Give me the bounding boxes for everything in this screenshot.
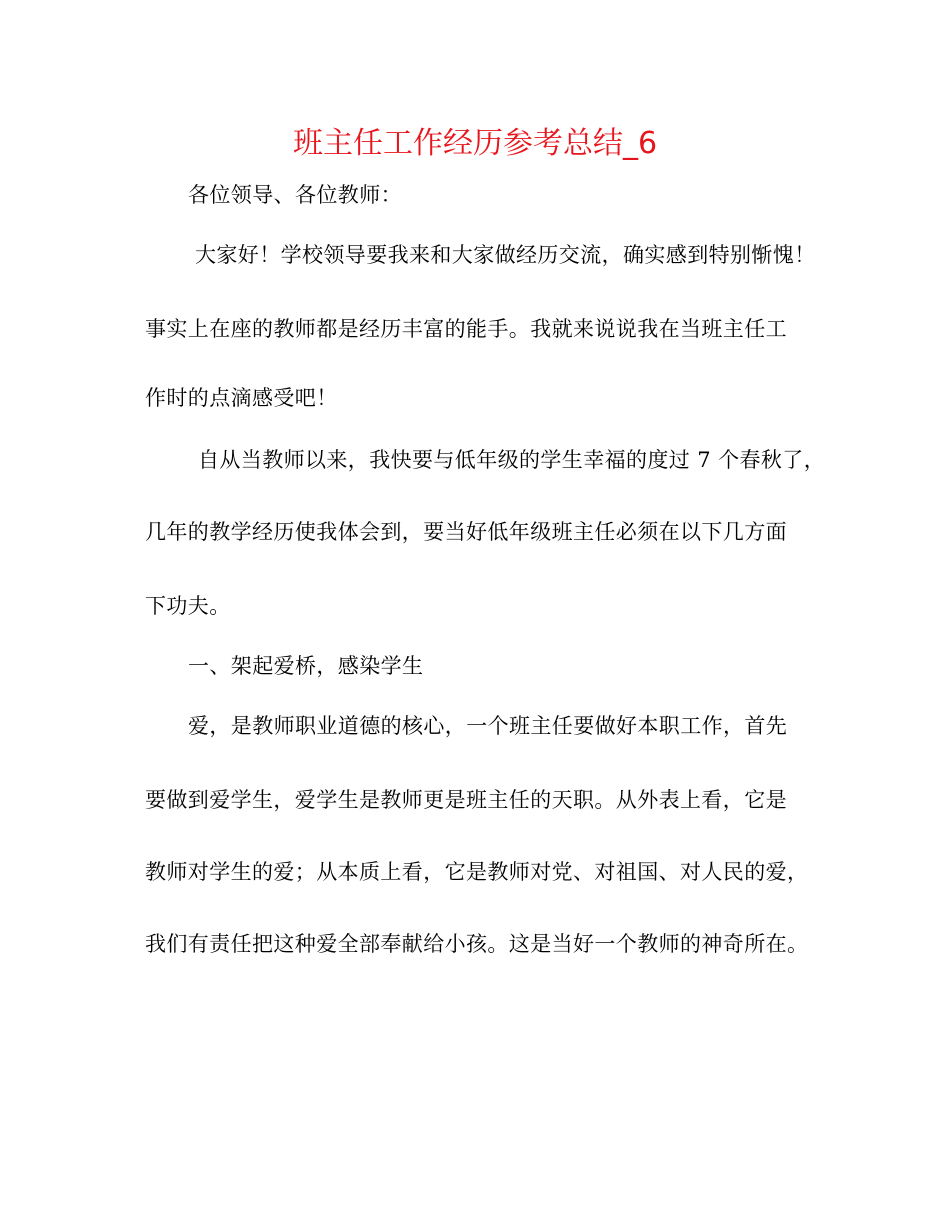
paragraph-1-line-3: 作时的点滴感受吧！ bbox=[145, 386, 338, 410]
paragraph-1-line-2: 事实上在座的教师都是经历丰富的能手。我就来说说我在当班主任工 bbox=[145, 317, 787, 341]
paragraph-1-line-1: 大家好！学校领导要我来和大家做经历交流，确实感到特别惭愧！ bbox=[195, 243, 816, 267]
paragraph-3-line-3: 教师对学生的爱；从本质上看，它是教师对党、对祖国、对人民的爱， bbox=[145, 860, 809, 884]
paragraph-2-line-1: 自从当教师以来，我快要与低年级的学生幸福的度过 7 个春秋了， bbox=[198, 448, 826, 472]
paragraph-2-line-2: 几年的教学经历使我体会到，要当好低年级班主任必须在以下几方面 bbox=[145, 520, 787, 544]
salutation: 各位领导、各位教师： bbox=[188, 183, 402, 207]
paragraph-3-line-4: 我们有责任把这种爱全部奉献给小孩。这是当好一个教师的神奇所在。 bbox=[145, 932, 809, 956]
paragraph-3-line-2: 要做到爱学生，爱学生是教师更是班主任的天职。从外表上看，它是 bbox=[145, 788, 787, 812]
section-heading-1: 一、架起爱桥，感染学生 bbox=[188, 654, 424, 678]
paragraph-2-line-3: 下功夫。 bbox=[145, 594, 231, 618]
document-title: 班主任工作经历参考总结_6 bbox=[292, 126, 658, 161]
paragraph-3-line-1: 爱，是教师职业道德的核心，一个班主任要做好本职工作，首先 bbox=[188, 714, 788, 738]
